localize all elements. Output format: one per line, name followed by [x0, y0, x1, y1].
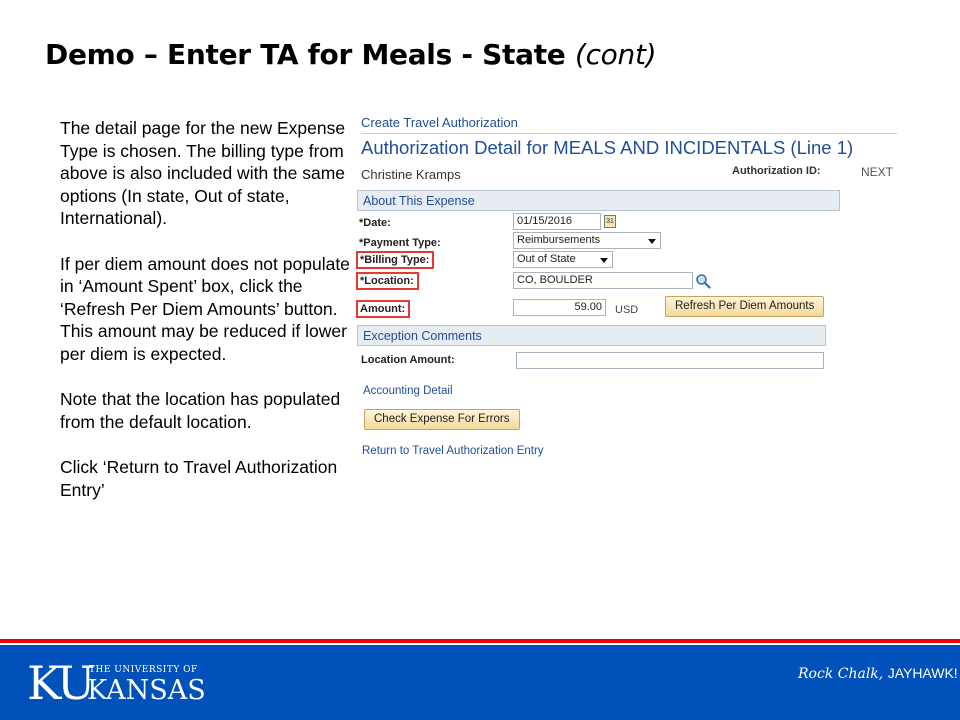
footer-tagline [798, 665, 958, 682]
check-expense-button[interactable]: Check Expense For Errors [364, 409, 520, 430]
date-label: *Date: [359, 217, 391, 229]
section-exception-comments[interactable]: Exception Comments [357, 325, 826, 346]
location-input[interactable]: CO, BOULDER [513, 272, 693, 289]
narrative-paragraph-3: Note that the location has populated from the default location. [60, 389, 341, 432]
accounting-detail-link[interactable]: Accounting Detail [363, 385, 453, 397]
footer-bar [0, 645, 960, 720]
breadcrumb[interactable]: Create Travel Authorization [361, 115, 518, 130]
amount-label: Amount: [356, 300, 410, 318]
authorization-detail-panel [355, 110, 900, 470]
billing-type-value: Out of State [517, 253, 576, 265]
authorization-id-value: NEXT [861, 165, 894, 179]
lookup-magnifier-icon[interactable] [695, 273, 711, 289]
location-amount-label: Location Amount: [361, 354, 455, 366]
narrative-text [60, 117, 350, 524]
header-divider [361, 133, 897, 134]
slide-title [45, 38, 656, 71]
billing-type-label-wrapper [356, 254, 434, 266]
location-amount-input[interactable] [516, 352, 824, 369]
narrative-paragraph-1: The detail page for the new Expense Type is chosen. The billing type from above is also included with the same options (In state, Out of state, International). [60, 118, 346, 229]
amount-label-wrapper [356, 303, 410, 315]
section-about-expense[interactable]: About This Expense [357, 190, 840, 211]
payment-type-label: *Payment Type: [359, 237, 441, 249]
billing-type-label: *Billing Type: [356, 251, 434, 269]
ku-logo-university: THE UNIVERSITY OF [89, 665, 198, 675]
narrative-paragraph-2: If per diem amount does not populate in ‘Amount Spent’ box, click the ‘Refresh Per Diem Amounts’ button. This amount may be reduced if lower per diem is expected. [60, 253, 350, 364]
refresh-per-diem-button[interactable]: Refresh Per Diem Amounts [665, 296, 824, 317]
payment-type-value: Reimbursements [517, 234, 601, 246]
page-heading: Authorization Detail for MEALS AND INCIDENTALS (Line 1) [361, 137, 854, 158]
payment-type-select[interactable] [513, 232, 661, 249]
ku-logo-letters: KU [27, 656, 93, 710]
authorization-id-label: Authorization ID: [732, 165, 821, 177]
tagline-bold: JAYHAWK! [887, 665, 958, 681]
chevron-down-icon [600, 258, 608, 263]
narrative-paragraph-4: Click ‘Return to Travel Authorization Entry’ [60, 456, 338, 500]
employee-name: Christine Kramps [361, 167, 461, 182]
ku-logo-kansas: KANSAS [87, 675, 206, 706]
date-input[interactable]: 01/15/2016 [513, 213, 601, 230]
location-label-wrapper [356, 275, 419, 287]
calendar-icon[interactable]: 31 [604, 215, 616, 228]
billing-type-select[interactable] [513, 251, 613, 268]
return-to-authorization-link[interactable]: Return to Travel Authorization Entry [362, 445, 544, 457]
chevron-down-icon [648, 239, 656, 244]
tagline-script: Rock Chalk, [798, 666, 888, 682]
slide-title-italic: (cont) [574, 38, 657, 71]
slide-title-main: Demo – Enter TA for Meals - State [45, 38, 575, 71]
amount-input[interactable]: 59.00 [513, 299, 606, 316]
currency-code: USD [615, 304, 639, 316]
location-label: *Location: [356, 272, 419, 290]
